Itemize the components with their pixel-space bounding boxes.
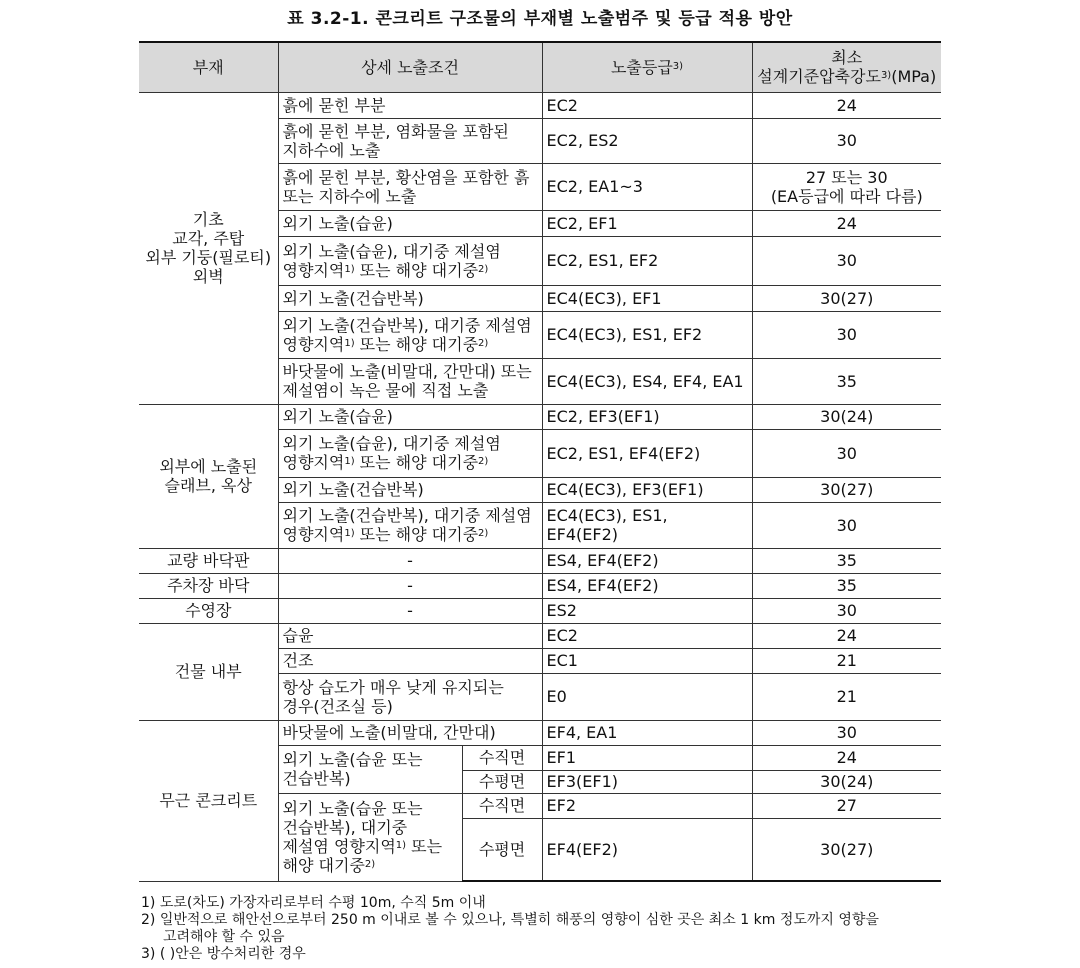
strength-cell: 35 [752, 573, 941, 598]
strength-cell: 30 [752, 118, 941, 163]
condition-cell: 흙에 묻힌 부분, 황산염을 포함한 흙 또는 지하수에 노출 [278, 163, 542, 210]
group-interior: 건물 내부 [139, 623, 278, 720]
strength-cell: 30(24) [752, 404, 941, 429]
condition-cell: 바닷물에 노출(비말대, 간만대) [278, 720, 542, 745]
strength-cell: 21 [752, 673, 941, 720]
grade-cell: EF4, EA1 [542, 720, 752, 745]
header-strength: 최소 설계기준압축강도$^{3)}$(MPa) [752, 42, 941, 92]
table-row [139, 623, 941, 648]
grade-cell: EC2, EF3(EF1) [542, 404, 752, 429]
table-row [139, 598, 941, 623]
grade-cell: ES4, EF4(EF2) [542, 548, 752, 573]
strength-cell: 21 [752, 648, 941, 673]
condition-cell: 외기 노출(습윤) [278, 210, 542, 236]
condition-cell: - [278, 573, 542, 598]
table-row [139, 92, 941, 118]
group-parking: 주차장 바닥 [139, 573, 278, 598]
condition-cell: 외기 노출(습윤), 대기중 제설염 영향지역$^{1)}$ 또는 해양 대기중$^{2)}$ [278, 236, 542, 285]
footnote-3: 3) ( )안은 방수처리한 경우 [141, 946, 306, 962]
footnote-1: 1) 도로(차도) 가장자리로부터 수평 10m, 수직 5m 이내 [141, 895, 486, 911]
grade-cell: ES2 [542, 598, 752, 623]
strength-cell: 27 또는 30 (EA등급에 따라 다름) [752, 163, 941, 210]
strength-cell: 30 [752, 502, 941, 548]
surface-cell: 수직면 [462, 793, 542, 818]
header-member: 부재 [139, 42, 278, 92]
grade-cell: EC1 [542, 648, 752, 673]
condition-cell: 흙에 묻힌 부분, 염화물을 포함된 지하수에 노출 [278, 118, 542, 163]
strength-cell: 24 [752, 210, 941, 236]
condition-cell: 외기 노출(건습반복), 대기중 제설염 영향지역$^{1)}$ 또는 해양 대기중$^{2)}$ [278, 502, 542, 548]
condition-cell: - [278, 598, 542, 623]
condition-cell: - [278, 548, 542, 573]
grade-cell: EC4(EC3), ES4, EF4, EA1 [542, 358, 752, 404]
condition-cell: 흙에 묻힌 부분 [278, 92, 542, 118]
condition-cell: 외기 노출(습윤), 대기중 제설염 영향지역$^{1)}$ 또는 해양 대기중$^{2)}$ [278, 429, 542, 477]
strength-cell: 30 [752, 429, 941, 477]
strength-cell: 30 [752, 236, 941, 285]
condition-cell: 외기 노출(건습반복), 대기중 제설염 영향지역$^{1)}$ 또는 해양 대기중$^{2)}$ [278, 311, 542, 358]
footnote-2: 2) 일반적으로 해안선으로부터 250 m 이내로 볼 수 있으나, 특별히 해풍의 영향이 심한 곳은 최소 1 km 정도까지 영향을 [141, 912, 879, 928]
condition-cell: 외기 노출(습윤) [278, 404, 542, 429]
table-title: 표 3.2-1. 콘크리트 구조물의 부재별 노출범주 및 등급 적용 방안 [287, 9, 793, 29]
strength-cell: 24 [752, 623, 941, 648]
surface-cell: 수평면 [462, 770, 542, 793]
header-condition: 상세 노출조건 [278, 42, 542, 92]
table-row [139, 548, 941, 573]
table-row [139, 404, 941, 429]
table-row [139, 573, 941, 598]
strength-cell: 24 [752, 92, 941, 118]
strength-cell: 35 [752, 548, 941, 573]
grade-cell: E0 [542, 673, 752, 720]
grade-cell: EF2 [542, 793, 752, 818]
header-grade: 노출등급$^{3)}$ [542, 42, 752, 92]
strength-cell: 30(27) [752, 285, 941, 311]
grade-cell: EC4(EC3), EF1 [542, 285, 752, 311]
grade-cell: EC2, ES1, EF4(EF2) [542, 429, 752, 477]
condition-cell: 항상 습도가 매우 낮게 유지되는 경우(건조실 등) [278, 673, 542, 720]
strength-cell: 30(24) [752, 770, 941, 793]
strength-cell: 27 [752, 793, 941, 818]
group-bridge: 교량 바닥판 [139, 548, 278, 573]
strength-cell: 24 [752, 745, 941, 770]
grade-cell: EC2, ES1, EF2 [542, 236, 752, 285]
table-row [139, 720, 941, 745]
grade-cell: ES4, EF4(EF2) [542, 573, 752, 598]
grade-cell: EF4(EF2) [542, 818, 752, 881]
grade-cell: EC4(EC3), EF3(EF1) [542, 477, 752, 502]
strength-cell: 35 [752, 358, 941, 404]
condition-cell: 외기 노출(건습반복) [278, 477, 542, 502]
grade-cell: EC2 [542, 92, 752, 118]
condition-cell: 외기 노출(습윤 또는 건습반복) [278, 745, 462, 793]
footnotes [141, 895, 951, 963]
condition-cell: 외기 노출(습윤 또는 건습반복), 대기중 제설염 영향지역$^{1)}$ 또는 해양 대기중$^{2)}$ [278, 793, 462, 881]
group-plain: 무근 콘크리트 [139, 720, 278, 881]
grade-cell: EC2, EA1~3 [542, 163, 752, 210]
grade-cell: EC2, EF1 [542, 210, 752, 236]
condition-cell: 외기 노출(건습반복) [278, 285, 542, 311]
grade-cell: EC4(EC3), ES1, EF4(EF2) [542, 502, 752, 548]
condition-cell: 바닷물에 노출(비말대, 간만대) 또는 제설염이 녹은 물에 직접 노출 [278, 358, 542, 404]
group-foundation: 기초 교각, 주탑 외부 기둥(필로티) 외벽 [139, 92, 278, 404]
strength-cell: 30(27) [752, 818, 941, 881]
surface-cell: 수직면 [462, 745, 542, 770]
exposure-table [139, 41, 941, 882]
grade-cell: EC4(EC3), ES1, EF2 [542, 311, 752, 358]
group-slab: 외부에 노출된 슬래브, 옥상 [139, 404, 278, 548]
grade-cell: EF3(EF1) [542, 770, 752, 793]
header-row [139, 42, 941, 92]
condition-cell: 습윤 [278, 623, 542, 648]
strength-cell: 30 [752, 311, 941, 358]
grade-cell: EC2 [542, 623, 752, 648]
grade-cell: EF1 [542, 745, 752, 770]
group-pool: 수영장 [139, 598, 278, 623]
strength-cell: 30 [752, 720, 941, 745]
condition-cell: 건조 [278, 648, 542, 673]
surface-cell: 수평면 [462, 818, 542, 881]
grade-cell: EC2, ES2 [542, 118, 752, 163]
strength-cell: 30(27) [752, 477, 941, 502]
strength-cell: 30 [752, 598, 941, 623]
footnote-2-cont: 고려해야 할 수 있음 [163, 929, 285, 945]
